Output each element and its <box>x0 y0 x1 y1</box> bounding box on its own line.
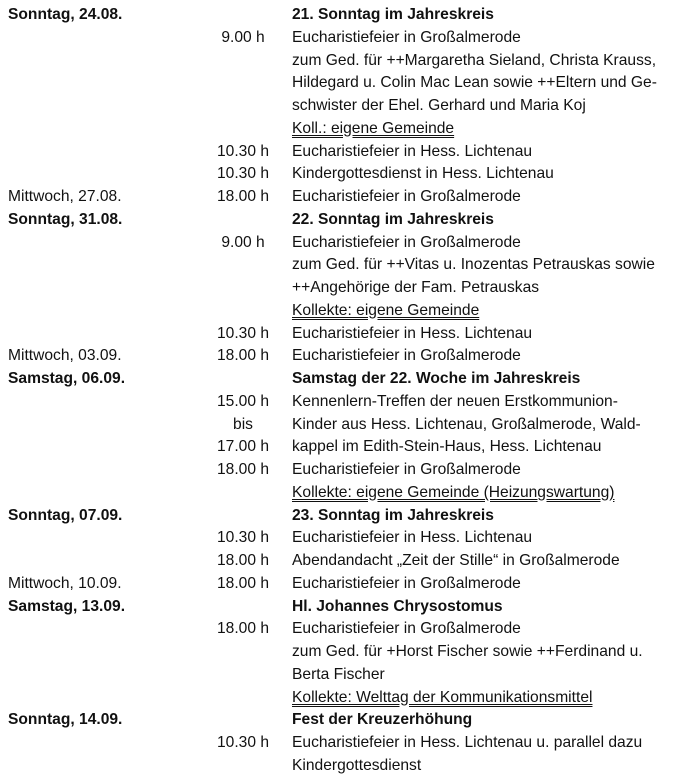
schedule-line <box>0 550 688 573</box>
time-label <box>196 641 290 664</box>
schedule-line <box>0 459 688 482</box>
time-label: 18.00 h <box>216 188 270 205</box>
time-label: 10.30 h <box>216 165 270 183</box>
collection-text: Kollekte: eigene Gemeinde (Heizungswartung) <box>292 483 615 501</box>
schedule-line <box>0 209 688 232</box>
day-label: Mittwoch, 10.09. <box>8 574 122 592</box>
schedule-line <box>0 687 688 710</box>
time-label: 10.30 h <box>216 734 270 751</box>
collection-text: Koll.: eigene Gemeinde <box>292 119 455 137</box>
schedule-line <box>0 414 688 437</box>
day-label: Samstag, 06.09. <box>8 370 126 387</box>
time-label: 10.30 h <box>216 324 270 342</box>
event-text: Eucharistiefeier in Großalmerode <box>292 233 521 251</box>
time-label <box>196 505 290 528</box>
schedule-line <box>0 527 688 550</box>
day-label <box>0 550 196 573</box>
schedule-line <box>0 573 688 596</box>
time-label: 10.30 h <box>216 142 270 160</box>
event-text: Eucharistiefeier in Hess. Lichtenau <box>292 324 533 342</box>
day-label <box>0 687 196 710</box>
time-label <box>196 482 290 505</box>
schedule-line <box>0 50 688 73</box>
day-label: Sonntag, 24.08. <box>8 6 123 23</box>
schedule-line <box>0 232 688 255</box>
event-title: Samstag der 22. Woche im Jahreskreis <box>292 370 581 387</box>
event-text: Kennenlern-Treffen der neuen Erstkommunion- <box>292 392 618 410</box>
day-label <box>0 323 196 346</box>
schedule-line <box>0 436 688 459</box>
schedule-line <box>0 186 688 209</box>
schedule-line <box>0 72 688 95</box>
time-label: 9.00 h <box>221 233 265 251</box>
event-title: 23. Sonntag im Jahreskreis <box>292 506 494 524</box>
event-text: Eucharistiefeier in Hess. Lichtenau <box>292 529 533 547</box>
schedule-line <box>0 141 688 164</box>
time-label <box>196 368 290 391</box>
time-label <box>196 72 290 95</box>
schedule-line <box>0 391 688 414</box>
event-text: zum Ged. für +Horst Fischer sowie ++Ferdinand u. <box>292 643 643 660</box>
day-label <box>0 277 196 300</box>
day-label: Sonntag, 14.09. <box>8 711 123 729</box>
event-text: Eucharistiefeier in Hess. Lichtenau <box>292 142 533 160</box>
schedule-line <box>0 323 688 346</box>
event-text: Eucharistiefeier in Großalmerode <box>292 188 521 205</box>
event-title: Hl. Johannes Chrysostomus <box>292 597 503 615</box>
day-label <box>0 436 196 459</box>
schedule-table <box>0 4 688 778</box>
time-label: 18.00 h <box>216 461 270 478</box>
schedule-line <box>0 345 688 368</box>
time-label <box>196 209 290 232</box>
event-text: Kindergottesdienst in Hess. Lichtenau <box>292 165 554 183</box>
collection-note <box>290 118 688 141</box>
day-label <box>0 27 196 50</box>
event-text: Abendandacht „Zeit der Stille“ in Großalmerode <box>292 552 620 569</box>
day-label <box>0 50 196 73</box>
day-label <box>0 664 196 687</box>
time-label <box>196 254 290 277</box>
collection-note <box>290 482 688 505</box>
day-label: Mittwoch, 03.09. <box>8 347 122 365</box>
time-label: 15.00 h <box>216 392 270 410</box>
event-text: kappel im Edith-Stein-Haus, Hess. Lichtenau <box>292 438 602 456</box>
time-label <box>196 755 290 778</box>
time-label: 9.00 h <box>221 28 265 46</box>
schedule-line <box>0 755 688 778</box>
event-text: schwister der Ehel. Gerhard und Maria Koj <box>292 97 586 114</box>
schedule-line <box>0 254 688 277</box>
collection-note <box>290 300 688 323</box>
day-label <box>0 641 196 664</box>
day-label <box>0 459 196 482</box>
day-label: Sonntag, 07.09. <box>8 506 123 524</box>
time-label: 17.00 h <box>216 438 270 456</box>
collection-note <box>290 687 688 710</box>
event-title: 21. Sonntag im Jahreskreis <box>292 6 494 23</box>
event-text: Eucharistiefeier in Großalmerode <box>292 347 521 365</box>
schedule-line <box>0 95 688 118</box>
event-text: zum Ged. für ++Vitas u. Inozentas Petrauskas sowie <box>292 256 655 274</box>
schedule-line <box>0 596 688 619</box>
schedule-line <box>0 118 688 141</box>
time-label <box>196 664 290 687</box>
time-label: 10.30 h <box>216 529 270 547</box>
day-label <box>0 414 196 437</box>
collection-text: Kollekte: eigene Gemeinde <box>292 301 480 319</box>
day-label <box>0 232 196 255</box>
event-text: zum Ged. für ++Margaretha Sieland, Christa Krauss, <box>292 51 657 69</box>
time-label <box>196 277 290 300</box>
event-text: Hildegard u. Colin Mac Lean sowie ++Eltern und Ge- <box>292 74 657 92</box>
event-text: Berta Fischer <box>292 665 385 683</box>
event-text: ++Angehörige der Fam. Petrauskas <box>292 279 540 296</box>
time-label <box>196 300 290 323</box>
day-label <box>0 118 196 141</box>
event-text: Eucharistiefeier in Großalmerode <box>292 620 521 638</box>
day-label <box>0 254 196 277</box>
day-label <box>0 391 196 414</box>
time-label: bis <box>233 415 253 433</box>
time-label <box>196 118 290 141</box>
schedule-line <box>0 505 688 528</box>
schedule-line <box>0 618 688 641</box>
event-title: 22. Sonntag im Jahreskreis <box>292 210 494 228</box>
schedule-line <box>0 27 688 50</box>
schedule-line <box>0 4 688 27</box>
event-text: Kinder aus Hess. Lichtenau, Großalmerode, Wald- <box>292 415 641 433</box>
day-label <box>0 755 196 778</box>
event-text: Eucharistiefeier in Großalmerode <box>292 461 521 478</box>
schedule-line <box>0 709 688 732</box>
schedule-line <box>0 664 688 687</box>
time-label: 18.00 h <box>216 574 270 592</box>
time-label <box>196 95 290 118</box>
event-text: Eucharistiefeier in Großalmerode <box>292 574 521 592</box>
event-text: Eucharistiefeier in Hess. Lichtenau u. parallel dazu <box>292 734 643 751</box>
time-label <box>196 596 290 619</box>
schedule-line <box>0 641 688 664</box>
event-text: Kindergottesdienst <box>292 756 422 774</box>
day-label <box>0 482 196 505</box>
time-label <box>196 687 290 710</box>
day-label <box>0 527 196 550</box>
day-label <box>0 141 196 164</box>
schedule-line <box>0 482 688 505</box>
collection-text: Kollekte: Welttag der Kommunikationsmittel <box>292 688 593 706</box>
schedule-line <box>0 368 688 391</box>
day-label <box>0 732 196 755</box>
schedule-line <box>0 300 688 323</box>
time-label <box>196 50 290 73</box>
day-label <box>0 72 196 95</box>
day-label: Mittwoch, 27.08. <box>8 188 122 205</box>
schedule-line <box>0 277 688 300</box>
time-label <box>196 709 290 732</box>
schedule-line <box>0 732 688 755</box>
day-label <box>0 163 196 186</box>
event-title: Fest der Kreuzerhöhung <box>292 711 473 729</box>
time-label: 18.00 h <box>216 620 270 638</box>
day-label <box>0 300 196 323</box>
day-label <box>0 618 196 641</box>
time-label: 18.00 h <box>216 347 270 365</box>
time-label: 18.00 h <box>216 552 270 569</box>
day-label <box>0 95 196 118</box>
day-label: Samstag, 13.09. <box>8 597 126 615</box>
time-label <box>196 4 290 27</box>
event-text: Eucharistiefeier in Großalmerode <box>292 28 521 46</box>
day-label: Sonntag, 31.08. <box>8 210 123 228</box>
schedule-line <box>0 163 688 186</box>
